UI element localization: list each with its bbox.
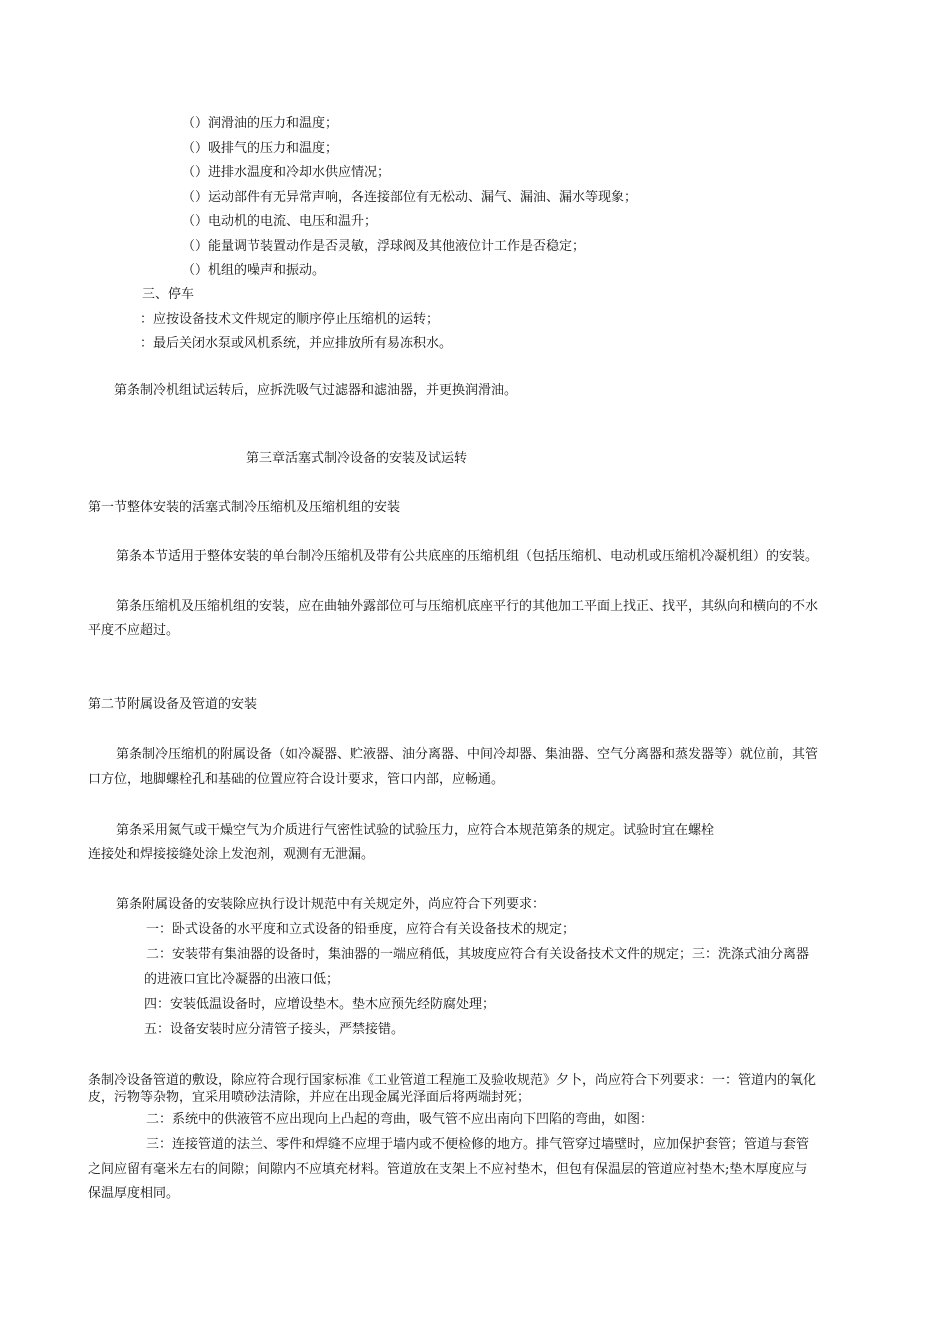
- clause-paragraph: 第条压缩机及压缩机组的安装，应在曲轴外露部位可与压缩机底座平行的其他加工平面上找正、找平，其纵向和横向的不水: [116, 599, 819, 614]
- list-item: 二：系统中的供液管不应出现向上凸起的弯曲，吸气管不应出南向下凹陷的弯曲，如图：: [146, 1112, 654, 1127]
- section-heading: 三、停车: [142, 287, 195, 302]
- clause-paragraph: 第条本节适用于整体安装的单台制冷压缩机及带有公共底座的压缩机组（包括压缩机、电动机或压缩机冷凝机组）的安装。: [116, 549, 819, 564]
- list-item: 五：设备安装时应分清管子接头，严禁接错。: [144, 1022, 405, 1037]
- checklist-item: （）运动部件有无异常声响，各连接部位有无松动、漏气、漏油、漏水等现象；: [182, 190, 638, 205]
- clause-paragraph: 第条附属设备的安装除应执行设计规范中有关规定外，尚应符合下列要求：: [116, 897, 546, 912]
- list-item: 保温厚度相同。: [88, 1186, 180, 1201]
- clause-paragraph: 第条制冷机组试运转后，应拆洗吸气过滤器和滤油器，并更换润滑油。: [114, 383, 518, 398]
- clause-paragraph: 第条制冷压缩机的附属设备（如冷凝器、贮液器、油分离器、中间冷却器、集油器、空气分离器和蒸发器等）就位前，其管: [116, 747, 819, 762]
- list-item: 一：卧式设备的水平度和立式设备的铅垂度，应符合有关设备技术的规定；: [146, 922, 576, 937]
- checklist-item: （）进排水温度和冷却水供应情况；: [182, 165, 391, 180]
- section-title: 第一节整体安装的活塞式制冷压缩机及压缩机组的安装: [88, 500, 401, 515]
- list-item: 二：安装带有集油器的设备时，集油器的一端应稍低，其坡度应符合有关设备技术文件的规定；三：洗涤式油分离器: [146, 947, 810, 962]
- checklist-item: （）机组的噪声和振动。: [182, 263, 326, 278]
- checklist-item: （）电动机的电流、电压和温升；: [182, 214, 378, 229]
- list-item: 的进液口宜比冷凝器的出液口低；: [144, 972, 340, 987]
- list-item: ：应按设备技术文件规定的顺序停止压缩机的运转；: [140, 312, 440, 327]
- clause-paragraph: 连接处和焊接接缝处涂上发泡剂，观测有无泄漏。: [88, 847, 375, 862]
- checklist-item: （）润滑油的压力和温度；: [182, 116, 339, 131]
- list-item: 三：连接管道的法兰、零件和焊缝不应埋于墙内或不便检修的地方。排气管穿过墙壁时，应加保护套管；管道与套管: [146, 1137, 810, 1152]
- list-item: 之间应留有毫米左右的间隙；间隙内不应填充材料。管道放在支架上不应衬垫木，但包有保温层的管道应衬垫木;垫木厚度应与: [88, 1162, 808, 1177]
- chapter-title: 第三章活塞式制冷设备的安装及试运转: [246, 451, 468, 466]
- checklist-item: （）能量调节装置动作是否灵敏，浮球阀及其他液位计工作是否稳定；: [182, 239, 586, 254]
- clause-paragraph: 口方位，地脚螺栓孔和基础的位置应符合设计要求，管口内部，应畅通。: [88, 772, 505, 787]
- section-title: 第二节附属设备及管道的安装: [88, 697, 258, 712]
- clause-paragraph: 皮，污物等杂物，宜采用喷砂法清除，并应在出现金属光泽面后将两端封死；: [88, 1090, 531, 1105]
- clause-paragraph: 第条采用氮气或干燥空气为介质进行气密性试验的试验压力，应符合本规范第条的规定。试验时宜在螺栓: [116, 823, 715, 838]
- clause-paragraph: 条制冷设备管道的敷设，除应符合现行国家标准《工业管道工程施工及验收规范》夕卜，尚应符合下列要求：一：管道内的氧化: [88, 1073, 817, 1088]
- list-item: ：最后关闭水泵或风机系统，并应排放所有易冻积水。: [140, 336, 453, 351]
- list-item: 四：安装低温设备时，应增设垫木。垫木应预先经防腐处理；: [144, 997, 496, 1012]
- checklist-item: （）吸排气的压力和温度；: [182, 141, 339, 156]
- clause-paragraph: 平度不应超过。: [88, 623, 180, 638]
